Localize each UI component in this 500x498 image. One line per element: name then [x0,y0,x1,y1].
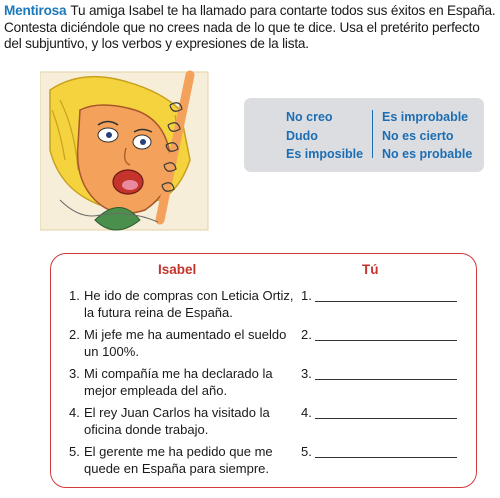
answer-blank[interactable] [315,340,457,341]
word-list-box [244,98,484,172]
word-list-item: Es improbable [382,110,469,124]
instructions-text: Tu amiga Isabel te ha llamado para contarte todos sus éxitos en España. Contesta diciéndole que no crees nada de lo que te dice. Usa el pretérito perfecto del subjuntivo, y los verbos y expresiones de la lista. [4,3,496,51]
word-list-item: No es probable [382,147,473,161]
isabel-statement: 1. He ido de compras con Leticia Ortiz, la futura reina de España. [69,288,294,320]
answer-blank[interactable] [315,418,457,419]
isabel-statement: 4. El rey Juan Carlos ha visitado la oficina donde trabajo. [69,405,270,437]
answer-blank[interactable] [315,301,457,302]
word-list-item: Es imposible [286,147,364,161]
isabel-statement: 3. Mi compañía me ha declarado la mejor empleada del año. [69,366,273,398]
answer-line[interactable]: 1. [301,288,312,305]
isabel-column-header: Isabel [158,262,197,277]
answer-line[interactable]: 5. [301,444,312,461]
activity-title: Mentirosa [4,3,67,18]
isabel-statement: 5. El gerente me ha pedido que me quede en España para siempre. [69,444,273,476]
tu-column-header: Tú [362,262,379,277]
word-list-item: No creo [286,110,333,124]
word-list-item: No es cierto [382,128,454,143]
answer-line[interactable]: 4. [301,405,312,422]
woman-on-phone-illustration [40,70,220,235]
answer-blank[interactable] [315,457,457,458]
word-list-right-column [382,108,472,164]
answer-line[interactable]: 3. [301,366,312,383]
word-list-left-column [286,108,363,164]
word-list-divider [372,110,373,158]
isabel-statement: 2. Mi jefe me ha aumentado el sueldo un 100%. [69,327,287,359]
instructions [4,3,496,53]
exercise-box [50,253,477,488]
answer-line[interactable]: 2. [301,327,312,344]
word-list-item: Dudo [286,128,318,143]
answer-blank[interactable] [315,379,457,380]
